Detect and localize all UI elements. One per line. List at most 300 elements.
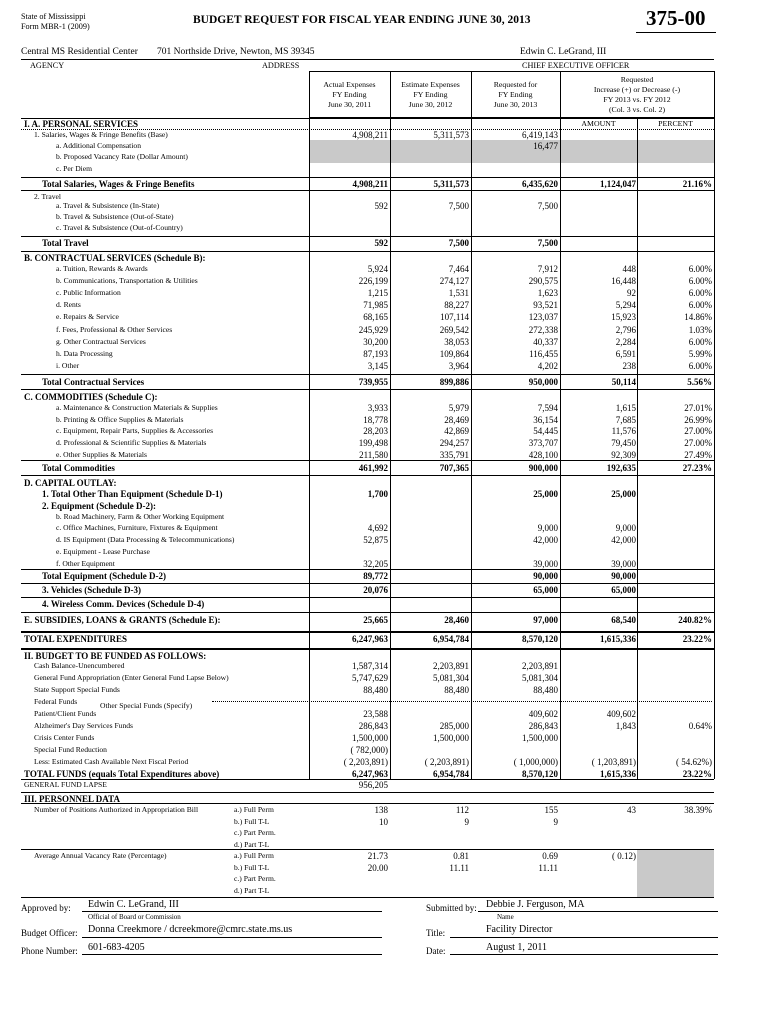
- col-actual-header: Actual Expenses FY Ending June 30, 2011: [323, 80, 376, 109]
- row-label: GENERAL FUND LAPSE: [24, 780, 107, 789]
- table-row: [0, 660, 770, 672]
- requested-value: 42,000: [533, 535, 558, 545]
- state-name: State of Mississippi: [21, 12, 86, 21]
- table-row: [0, 598, 770, 610]
- row-label: e. Equipment - Lease Purchase: [56, 547, 150, 556]
- requested-value: 1,500,000: [522, 733, 558, 743]
- requested-value: 93,521: [533, 300, 558, 310]
- actual-value: 21.73: [367, 851, 388, 861]
- actual-value: 956,205: [358, 780, 388, 790]
- ceo-name: Edwin C. LeGrand, III: [520, 47, 607, 57]
- change-amount: 68,540: [611, 615, 636, 625]
- requested-value: 373,707: [528, 438, 558, 448]
- row-label: e. Other Supplies & Materials: [56, 450, 147, 459]
- requested-value: 11.11: [538, 863, 558, 873]
- table-row: [0, 299, 770, 311]
- submitted-name: Debbie J. Ferguson, MA: [486, 899, 585, 910]
- row-label: i. Other: [56, 361, 80, 370]
- estimate-value: 6,954,784: [433, 769, 469, 779]
- requested-value: 90,000: [533, 571, 558, 581]
- row-extra-label: Other Special Funds (Specify): [100, 701, 193, 710]
- requested-value: 8,570,120: [522, 634, 558, 644]
- change-percent: 5.99%: [688, 349, 712, 359]
- row-label: f. Fees, Professional & Other Services: [56, 325, 173, 334]
- table-row: [0, 873, 770, 885]
- estimate-value: 0.81: [453, 851, 469, 861]
- change-percent: 1.03%: [688, 325, 712, 335]
- change-amount: ( 0.12): [612, 851, 636, 861]
- table-row: [0, 376, 770, 388]
- actual-value: 87,193: [363, 349, 388, 359]
- change-amount: 5,294: [615, 300, 636, 310]
- table-row: [0, 462, 770, 474]
- row-label: 1. Salaries, Wages & Fringe Benefits (Base): [34, 130, 168, 139]
- row-label: General Fund Appropriation (Enter General Fund Lapse Below): [34, 673, 229, 682]
- row-label: c. Public Information: [56, 288, 121, 297]
- change-amount: 409,602: [606, 709, 636, 719]
- change-amount: 50,114: [611, 377, 636, 387]
- ceo-label: CHIEF EXECUTIVE OFFICER: [522, 61, 630, 70]
- change-amount: 16,448: [611, 276, 636, 286]
- approved-name: Edwin C. LeGrand, III: [88, 899, 179, 910]
- row-label: Less: Estimated Cash Available Next Fiscal Period: [34, 757, 189, 766]
- actual-value: ( 2,203,891): [343, 757, 388, 767]
- change-percent: 26.99%: [684, 415, 712, 425]
- actual-value: 3,933: [367, 403, 388, 413]
- change-amount: ( 1,203,891): [591, 757, 636, 767]
- table-row: [0, 696, 770, 708]
- estimate-value: 112: [455, 805, 469, 815]
- estimate-value: 7,500: [448, 201, 469, 211]
- table-row: [0, 402, 770, 414]
- form-id: Form MBR-1 (2009): [21, 22, 90, 31]
- actual-value: 20.00: [367, 863, 388, 873]
- col-percent-header: PERCENT: [658, 119, 693, 128]
- row-label: d. IS Equipment (Data Processing & Telecommunications): [56, 535, 235, 544]
- requested-value: 155: [544, 805, 558, 815]
- page-title: BUDGET REQUEST FOR FISCAL YEAR ENDING JUNE 30, 2013: [193, 14, 531, 26]
- change-percent: 27.23%: [682, 463, 712, 473]
- actual-value: 20,076: [363, 585, 388, 595]
- row-label: Total Commodities: [42, 463, 115, 473]
- requested-value: ( 1,000,000): [513, 757, 558, 767]
- table-row: [0, 178, 770, 190]
- estimate-value: 1,500,000: [433, 733, 469, 743]
- actual-value: 23,588: [363, 709, 388, 719]
- requested-value: 97,000: [533, 615, 558, 625]
- table-row: [0, 804, 770, 816]
- table-row: [0, 570, 770, 582]
- change-amount: 39,000: [611, 559, 636, 569]
- actual-value: 52,875: [363, 535, 388, 545]
- actual-value: 18,778: [363, 415, 388, 425]
- requested-value: 116,455: [529, 349, 558, 359]
- estimate-value: 109,864: [439, 349, 469, 359]
- row-label: b. Proposed Vacancy Rate (Dollar Amount): [56, 152, 188, 161]
- change-amount: 7,685: [615, 415, 636, 425]
- row-label: Alzheimer's Day Services Funds: [34, 721, 134, 730]
- requested-value: 6,435,620: [522, 179, 558, 189]
- requested-value: 7,500: [537, 201, 558, 211]
- row-label: Total Contractual Services: [42, 377, 145, 387]
- estimate-value: 335,791: [439, 450, 469, 460]
- requested-value: 4,202: [537, 361, 558, 371]
- requested-value: 428,100: [528, 450, 558, 460]
- change-percent: 240.82%: [678, 615, 712, 625]
- row-label: b. Communications, Transportation & Utilities: [56, 276, 198, 285]
- row-label: TOTAL EXPENDITURES: [24, 634, 127, 644]
- row-label: Special Fund Reduction: [34, 745, 107, 754]
- change-amount: 448: [622, 264, 636, 274]
- actual-value: 1,587,314: [352, 661, 388, 671]
- change-percent: 27.01%: [684, 403, 712, 413]
- estimate-value: 28,460: [444, 615, 469, 625]
- row-label: 1. Total Other Than Equipment (Schedule D-1): [42, 489, 223, 499]
- actual-value: 592: [374, 238, 388, 248]
- row-label: a. Travel & Subsistence (In-State): [56, 201, 160, 210]
- requested-value: 5,081,304: [522, 673, 558, 683]
- requested-value: 40,337: [533, 337, 558, 347]
- requested-value: 7,500: [537, 238, 558, 248]
- row-label: II. BUDGET TO BE FUNDED AS FOLLOWS:: [24, 651, 207, 661]
- change-percent: ( 54.62%): [676, 757, 712, 767]
- row-label: Number of Positions Authorized in Appropriation Bill: [34, 805, 199, 814]
- row-label: I. A. PERSONAL SERVICES: [24, 119, 138, 129]
- title-value: Facility Director: [486, 924, 553, 935]
- row-label: D. CAPITAL OUTLAY:: [24, 478, 117, 488]
- table-row: [0, 237, 770, 249]
- table-row: [0, 336, 770, 348]
- requested-value: 36,154: [533, 415, 558, 425]
- estimate-value: 5,979: [448, 403, 469, 413]
- actual-value: 6,247,963: [352, 769, 388, 779]
- requested-value: 6,419,143: [522, 130, 558, 140]
- estimate-value: 2,203,891: [433, 661, 469, 671]
- requested-value: 25,000: [533, 489, 558, 499]
- row-label: b. Road Machinery, Farm & Other Working Equipment: [56, 512, 225, 521]
- change-amount: 92: [627, 288, 636, 298]
- table-row: [0, 360, 770, 372]
- row-sub-label: c.) Part Perm.: [234, 874, 276, 883]
- change-amount: 238: [622, 361, 636, 371]
- estimate-value: 1,531: [448, 288, 469, 298]
- submitted-label: Submitted by:: [426, 903, 477, 913]
- row-label: a. Maintenance & Construction Materials & Supplies: [56, 403, 218, 412]
- table-row: [0, 732, 770, 744]
- table-row: [0, 425, 770, 437]
- estimate-value: 7,500: [448, 238, 469, 248]
- requested-value: 88,480: [533, 685, 558, 695]
- requested-value: 1,623: [537, 288, 558, 298]
- row-sub-label: a.) Full Perm: [234, 805, 274, 814]
- table-row: [0, 756, 770, 768]
- table-row: [0, 584, 770, 596]
- row-label: a. Tuition, Rewards & Awards: [56, 264, 148, 273]
- actual-value: 286,843: [358, 721, 388, 731]
- estimate-value: 269,542: [439, 325, 469, 335]
- table-row: [0, 311, 770, 323]
- estimate-value: 7,464: [448, 264, 469, 274]
- row-label: Federal Funds: [34, 697, 78, 706]
- row-label: h. Data Processing: [56, 349, 113, 358]
- change-percent: 6.00%: [688, 300, 712, 310]
- table-row: [0, 672, 770, 684]
- row-label: e. Repairs & Service: [56, 312, 119, 321]
- table-row: [0, 287, 770, 299]
- actual-value: 226,199: [358, 276, 388, 286]
- actual-value: 32,205: [363, 559, 388, 569]
- change-amount: 1,615,336: [600, 634, 636, 644]
- estimate-value: 5,311,573: [433, 130, 469, 140]
- change-amount: 65,000: [611, 585, 636, 595]
- estimate-value: 9: [464, 817, 469, 827]
- table-row: [0, 151, 770, 163]
- change-amount: 90,000: [611, 571, 636, 581]
- estimate-value: 285,000: [439, 721, 469, 731]
- change-amount: 1,615,336: [600, 769, 636, 779]
- form-number: 375-00: [646, 6, 706, 30]
- row-label: 3. Vehicles (Schedule D-3): [42, 585, 141, 595]
- requested-value: 54,445: [533, 426, 558, 436]
- row-label: f. Other Equipment: [56, 559, 115, 568]
- estimate-value: 28,469: [444, 415, 469, 425]
- address-label: ADDRESS: [262, 61, 300, 70]
- change-amount: 2,796: [615, 325, 636, 335]
- row-label: C. COMMODITIES (Schedule C):: [24, 392, 158, 402]
- table-row: [0, 222, 770, 234]
- estimate-value: 294,257: [439, 438, 469, 448]
- table-row: [0, 348, 770, 360]
- table-row: [0, 720, 770, 732]
- row-sub-label: d.) Part T-L: [234, 886, 270, 895]
- row-label: E. SUBSIDIES, LOANS & GRANTS (Schedule E):: [24, 615, 221, 625]
- change-percent: 6.00%: [688, 361, 712, 371]
- actual-value: 245,929: [358, 325, 388, 335]
- requested-value: 9: [553, 817, 558, 827]
- actual-value: 28,203: [363, 426, 388, 436]
- change-percent: 27.00%: [684, 426, 712, 436]
- table-row: [0, 885, 770, 897]
- requested-value: 9,000: [537, 523, 558, 533]
- table-row: [0, 744, 770, 756]
- estimate-value: 274,127: [439, 276, 469, 286]
- row-label: III. PERSONNEL DATA: [24, 794, 120, 804]
- table-row: [0, 263, 770, 275]
- row-label: Total Salaries, Wages & Fringe Benefits: [42, 179, 195, 189]
- actual-value: 199,498: [358, 438, 388, 448]
- table-row: [0, 324, 770, 336]
- row-sub-label: a.) Full Perm: [234, 851, 274, 860]
- change-amount: 15,923: [611, 312, 636, 322]
- actual-value: 25,665: [363, 615, 388, 625]
- change-amount: 9,000: [615, 523, 636, 533]
- actual-value: 89,772: [363, 571, 388, 581]
- row-label: a. Additional Compensation: [56, 141, 141, 150]
- actual-value: 68,165: [363, 312, 388, 322]
- estimate-value: 107,114: [440, 312, 469, 322]
- table-row: [0, 437, 770, 449]
- change-percent: 38.39%: [684, 805, 712, 815]
- requested-value: 2,203,891: [522, 661, 558, 671]
- col-estimate-header: Estimate Expenses FY Ending June 30, 2012: [401, 80, 460, 109]
- date-label: Date:: [426, 946, 446, 956]
- actual-value: 10: [379, 817, 388, 827]
- estimate-value: 42,869: [444, 426, 469, 436]
- row-label: d. Professional & Scientific Supplies & Materials: [56, 438, 207, 447]
- requested-value: 409,602: [528, 709, 558, 719]
- change-percent: 5.56%: [687, 377, 712, 387]
- change-amount: 1,843: [615, 721, 636, 731]
- table-row: [0, 275, 770, 287]
- change-amount: 2,284: [615, 337, 636, 347]
- change-amount: 25,000: [611, 489, 636, 499]
- actual-value: 1,215: [367, 288, 388, 298]
- row-label: c. Equipment, Repair Parts, Supplies & Accessories: [56, 426, 214, 435]
- row-sub-label: b.) Full T-L: [234, 817, 270, 826]
- row-label: B. CONTRACTUAL SERVICES (Schedule B):: [24, 253, 206, 263]
- agency-address: 701 Northside Drive, Newton, MS 39345: [157, 47, 315, 57]
- actual-value: 71,985: [363, 300, 388, 310]
- change-percent: 6.00%: [688, 337, 712, 347]
- estimate-value: 3,964: [448, 361, 469, 371]
- row-label: Crisis Center Funds: [34, 733, 95, 742]
- requested-value: 39,000: [533, 559, 558, 569]
- row-label: 2. Equipment (Schedule D-2):: [42, 501, 157, 511]
- row-label: Total Travel: [42, 238, 89, 248]
- actual-value: ( 782,000): [350, 745, 388, 755]
- table-row: [0, 827, 770, 839]
- row-label: b. Travel & Subsistence (Out-of-State): [56, 212, 174, 221]
- actual-value: 1,700: [367, 489, 388, 499]
- change-percent: 27.49%: [684, 450, 712, 460]
- date-value: August 1, 2011: [486, 942, 548, 953]
- actual-value: 4,908,211: [352, 130, 388, 140]
- change-percent: 14.86%: [684, 312, 712, 322]
- row-sub-label: c.) Part Perm.: [234, 828, 276, 837]
- actual-value: 739,955: [358, 377, 388, 387]
- row-label: c. Office Machines, Furniture, Fixtures & Equipment: [56, 523, 218, 532]
- requested-value: 123,037: [528, 312, 558, 322]
- actual-value: 5,747,629: [352, 673, 388, 683]
- change-percent: 23.22%: [682, 634, 712, 644]
- change-percent: 21.16%: [682, 179, 712, 189]
- actual-value: 88,480: [363, 685, 388, 695]
- row-sub-label: b.) Full T-L: [234, 863, 270, 872]
- change-amount: 79,450: [611, 438, 636, 448]
- table-row: [0, 546, 770, 558]
- estimate-value: 38,053: [444, 337, 469, 347]
- table-row: [0, 779, 770, 791]
- col-change-header: Requested Increase (+) or Decrease (-) FY 2013 vs. FY 2012 (Col. 3 vs. Col. 2): [593, 75, 681, 114]
- actual-value: 138: [374, 805, 388, 815]
- table-row: [0, 522, 770, 534]
- col-amount-header: AMOUNT: [581, 119, 616, 128]
- actual-value: 211,580: [359, 450, 388, 460]
- table-row: [0, 708, 770, 720]
- row-label: Total Equipment (Schedule D-2): [42, 571, 166, 581]
- change-percent: 23.22%: [682, 769, 712, 779]
- agency-label: AGENCY: [30, 61, 65, 70]
- requested-value: 290,575: [528, 276, 558, 286]
- row-label: b. Printing & Office Supplies & Materials: [56, 415, 184, 424]
- change-amount: 1,615: [615, 403, 636, 413]
- requested-value: 286,843: [528, 721, 558, 731]
- requested-value: 8,570,120: [522, 769, 558, 779]
- requested-value: 0.69: [542, 851, 558, 861]
- actual-value: 6,247,963: [352, 634, 388, 644]
- change-amount: 192,635: [606, 463, 636, 473]
- row-label: c. Travel & Subsistence (Out-of-Country): [56, 223, 183, 232]
- requested-value: 272,338: [528, 325, 558, 335]
- estimate-value: 707,365: [439, 463, 469, 473]
- phone-label: Phone Number:: [21, 946, 78, 956]
- row-label: State Support Special Funds: [34, 685, 120, 694]
- estimate-value: 6,954,784: [433, 634, 469, 644]
- change-amount: 92,309: [611, 450, 636, 460]
- actual-value: 5,924: [367, 264, 388, 274]
- actual-value: 4,908,211: [352, 179, 388, 189]
- title-label: Title:: [426, 928, 446, 938]
- change-amount: 43: [627, 805, 636, 815]
- change-percent: 27.00%: [684, 438, 712, 448]
- change-percent: 0.64%: [688, 721, 712, 731]
- table-row: [0, 163, 770, 175]
- phone-value: 601-683-4205: [88, 942, 145, 953]
- table-row: [0, 684, 770, 696]
- requested-value: 7,912: [537, 264, 558, 274]
- table-row: [0, 614, 770, 626]
- estimate-value: 88,480: [444, 685, 469, 695]
- table-row: [0, 534, 770, 546]
- actual-value: 1,500,000: [352, 733, 388, 743]
- estimate-value: 88,227: [444, 300, 469, 310]
- actual-value: 592: [374, 201, 388, 211]
- actual-value: 461,992: [358, 463, 388, 473]
- change-percent: 6.00%: [688, 264, 712, 274]
- table-row: [0, 850, 770, 862]
- change-percent: 6.00%: [688, 276, 712, 286]
- approved-caption: Official of Board or Commission: [88, 913, 181, 921]
- budget-officer-label: Budget Officer:: [21, 928, 78, 938]
- table-row: [0, 488, 770, 500]
- estimate-value: 5,081,304: [433, 673, 469, 683]
- estimate-value: 5,311,573: [433, 179, 469, 189]
- requested-value: 16,477: [533, 141, 558, 151]
- change-percent: 6.00%: [688, 288, 712, 298]
- requested-value: 7,594: [537, 403, 558, 413]
- requested-value: 950,000: [528, 377, 558, 387]
- change-amount: 6,591: [615, 349, 636, 359]
- row-label: Cash Balance-Unencumbered: [34, 661, 125, 670]
- row-label: Average Annual Vacancy Rate (Percentage): [34, 851, 167, 860]
- row-label: 4. Wireless Comm. Devices (Schedule D-4): [42, 599, 205, 609]
- estimate-value: 899,886: [439, 377, 469, 387]
- row-label: c. Per Diem: [56, 164, 93, 173]
- actual-value: 30,200: [363, 337, 388, 347]
- estimate-value: 11.11: [449, 863, 469, 873]
- row-label: TOTAL FUNDS (equals Total Expenditures above): [24, 769, 220, 779]
- change-amount: 11,576: [611, 426, 636, 436]
- table-row: [0, 633, 770, 645]
- requested-value: 900,000: [528, 463, 558, 473]
- submitted-caption: Name: [497, 913, 514, 921]
- row-label: 2. Travel: [34, 192, 62, 201]
- agency-name: Central MS Residential Center: [21, 47, 138, 57]
- change-amount: 42,000: [611, 535, 636, 545]
- row-sub-label: d.) Part T-L: [234, 840, 270, 849]
- col-requested-header: Requested for FY Ending June 30, 2013: [493, 80, 538, 109]
- row-label: d. Rents: [56, 300, 81, 309]
